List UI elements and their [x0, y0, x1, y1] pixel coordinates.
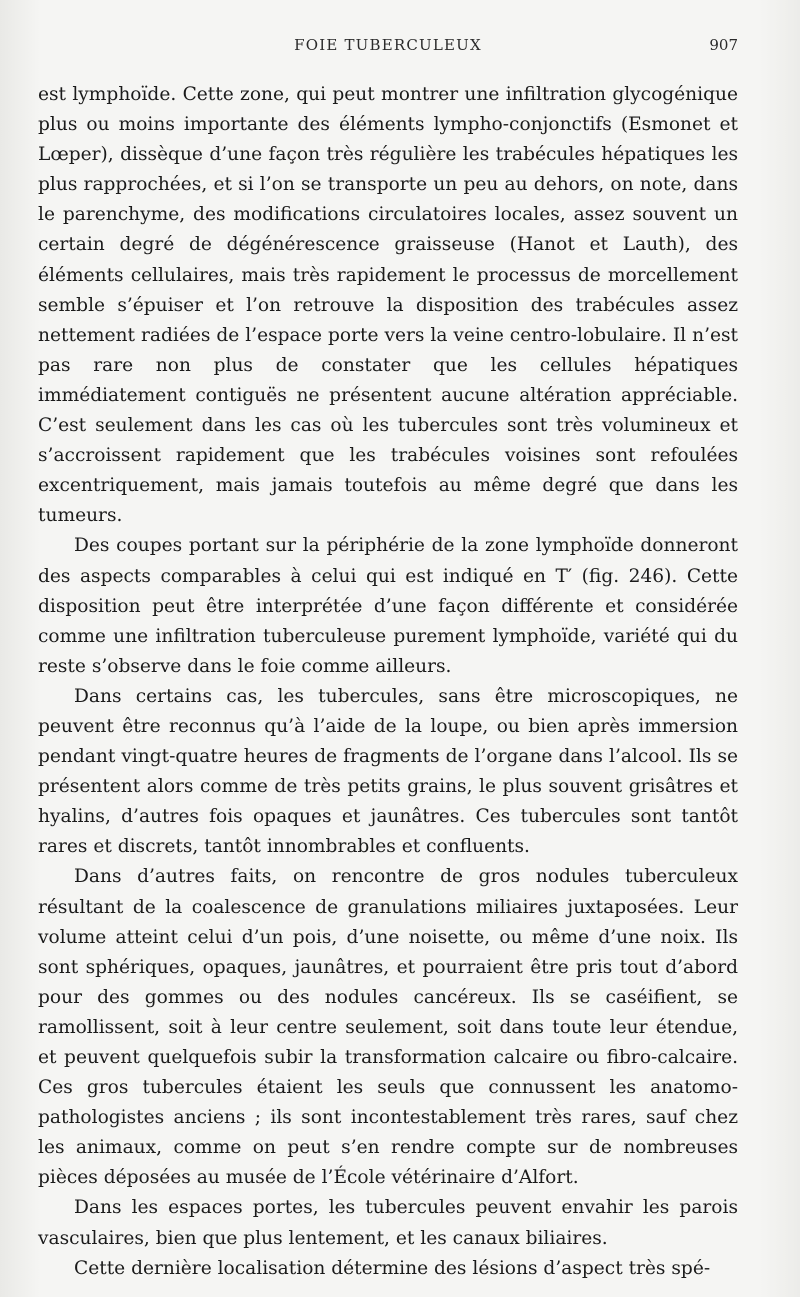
- paragraph: Dans certains cas, les tubercules, sans être microscopiques, ne peuvent être reconnus qu’à l’aide de la loupe, ou bien après immersion pendant vingt-quatre heures de fragments de l’organe dans l’alcool. Ils se présentent alors comme de très petits grains, le plus souvent grisâtres et hyalins, d’autres fois opaques et jaunâtres. Ces tubercules sont tantôt rares et discrets, tantôt innombrables et confluents.: [38, 685, 738, 858]
- paragraph: Dans les espaces portes, les tubercules peuvent envahir les parois vasculaires, bien que plus lentement, et les canaux biliaires.: [38, 1197, 738, 1249]
- page-number: 907: [709, 36, 738, 54]
- paragraph: Cette dernière localisation détermine des lésions d’aspect très spé-: [74, 1257, 711, 1279]
- body-text: [38, 80, 738, 1284]
- paragraph: est lymphoïde. Cette zone, qui peut montrer une infiltration glycogénique plus ou moins importante des éléments lympho-conjonctifs (Esmonet et Lœper), dissèque d’une façon très régulière les trabécules hépatiques les plus rapprochées, et si l’on se transporte un peu au dehors, on note, dans le parenchyme, des modifications circulatoires locales, assez souvent un certain degré de dégénérescence graisseuse (Hanot et Lauth), des éléments cellulaires, mais très rapidement le processus de morcellement semble s’épuiser et l’on retrouve la disposition des trabécules assez nettement radiées de l’espace porte vers la veine centro-lobulaire. Il n’est pas rare non plus de constater que les cellules hépatiques immédiatement contiguës ne présentent aucune altération appréciable. C’est seulement dans les cas où les tubercules sont très volumineux et s’accroissent rapidement que les trabécules voisines sont refoulées excentriquement, mais jamais toutefois au même degré que dans les tumeurs.: [38, 84, 738, 527]
- running-head: [38, 36, 738, 58]
- running-head-title: FOIE TUBERCULEUX: [294, 36, 482, 54]
- paragraph: Dans d’autres faits, on rencontre de gros nodules tuberculeux résultant de la coalescence de granulations miliaires juxtaposées. Leur volume atteint celui d’un pois, d’une noisette, ou même d’une noix. Ils sont sphériques, opaques, jaunâtres, et pourraient être pris tout d’abord pour des gommes ou des nodules cancéreux. Ils se caséifient, se ramollissent, soit à leur centre seulement, soit dans toute leur étendue, et peuvent quelquefois subir la transformation calcaire ou fibro-calcaire. Ces gros tubercules étaient les seuls que connussent les anatomo-pathologistes anciens ; ils sont incontestablement très rares, sauf chez les animaux, comme on peut s’en rendre compte sur de nombreuses pièces déposées au musée de l’École vétérinaire d’Alfort.: [38, 866, 738, 1189]
- paragraph: Des coupes portant sur la périphérie de la zone lymphoïde donneront des aspects comparables à celui qui est indiqué en T′ (fig. 246). Cette disposition peut être interprétée d’une façon différente et considérée comme une infiltration tuberculeuse purement lymphoïde, variété qui du reste s’observe dans le foie comme ailleurs.: [38, 535, 738, 677]
